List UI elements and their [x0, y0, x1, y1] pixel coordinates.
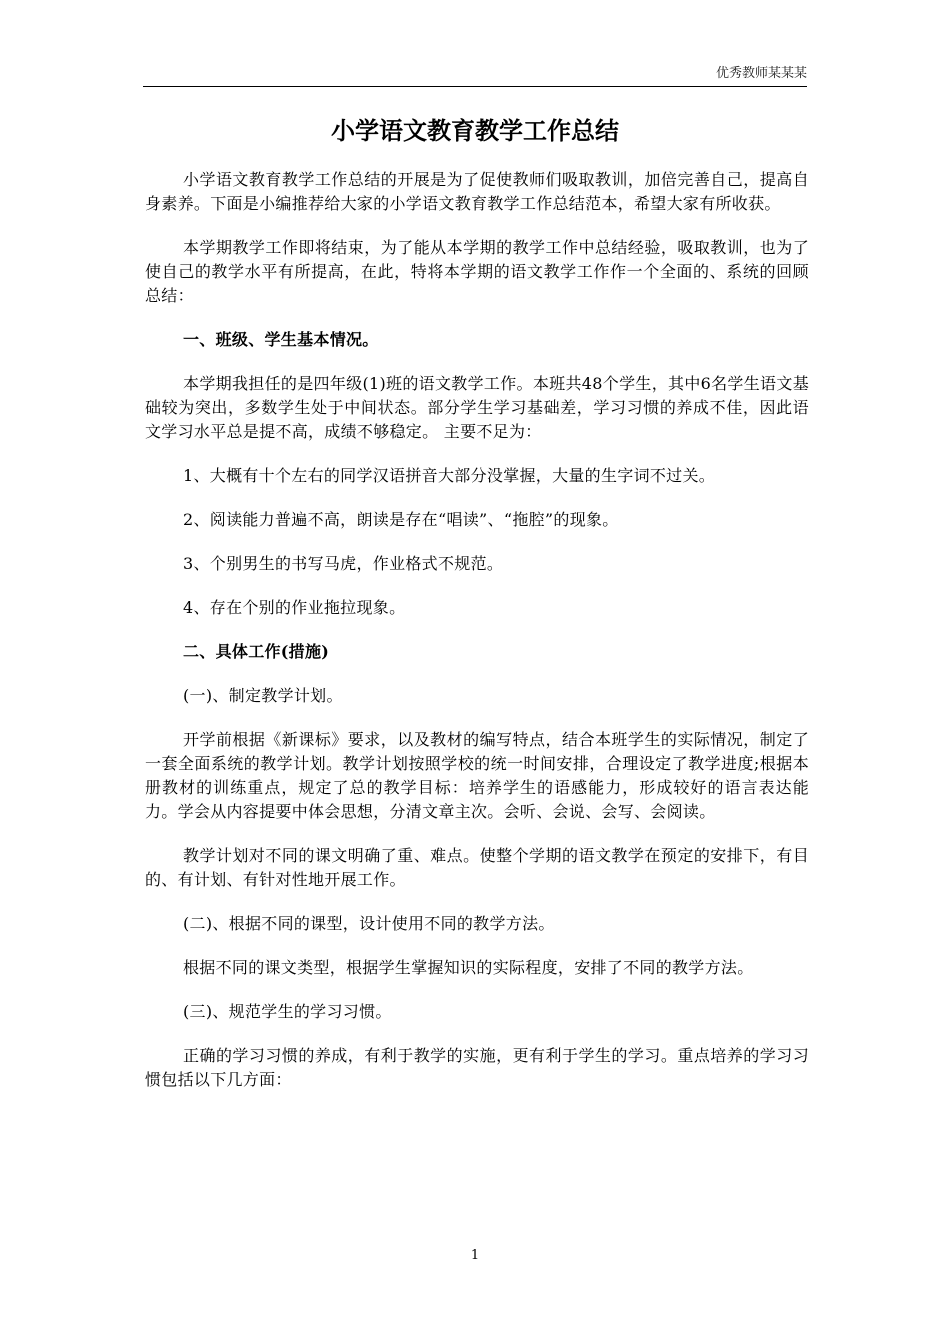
subheading-1: (一)、制定教学计划。 [183, 686, 343, 705]
page-header [143, 66, 807, 87]
header-text: 优秀教师某某某 [715, 66, 807, 81]
section-heading-2: 二、具体工作(措施) [183, 642, 330, 661]
list-item-2: 2、阅读能力普遍不高，朗读是存在“唱读”、“拖腔”的现象。 [183, 510, 619, 529]
paragraph-class-situation: 本学期我担任的是四年级(1)班的语文教学工作。本班共48个学生，其中6名学生语文基础较为突出，多数学生处于中间状态。部分学生学习基础差，学习习惯的养成不佳，因此语文学习水平总是提不高，成绩不够稳定。 主要不足为： [145, 374, 809, 441]
section-heading-1: 一、班级、学生基本情况。 [183, 330, 379, 349]
subheading-3: (三)、规范学生的学习习惯。 [183, 1002, 392, 1021]
paragraph-intro: 小学语文教育教学工作总结的开展是为了促使教师们吸取教训，加倍完善自己，提高自身素养。下面是小编推荐给大家的小学语文教育教学工作总结范本，希望大家有所收获。 [145, 170, 809, 213]
subheading-2: (二)、根据不同的课型，设计使用不同的教学方法。 [183, 914, 555, 933]
page-number: 1 [470, 1248, 480, 1263]
document-title: 小学语文教育教学工作总结 [331, 116, 619, 145]
list-item-1: 1、大概有十个左右的同学汉语拼音大部分没掌握，大量的生字词不过关。 [183, 466, 716, 485]
paragraph-habits: 正确的学习习惯的养成，有利于教学的实施，更有利于学生的学习。重点培养的学习习惯包括以下几方面： [145, 1046, 809, 1089]
paragraph-plan: 开学前根据《新课标》要求，以及教材的编写特点，结合本班学生的实际情况，制定了一套全面系统的教学计划。教学计划按照学校的统一时间安排，合理设定了教学进度;根据本册教材的训练重点，规定了总的教学目标：培养学生的语感能力，形成较好的语言表达能力。学会从内容提要中体会思想，分清文章主次。会听、会说、会写、会阅读。 [145, 730, 809, 821]
document-body [145, 168, 809, 1112]
paragraph-methods: 根据不同的课文类型，根据学生掌握知识的实际程度，安排了不同的教学方法。 [183, 958, 754, 977]
list-item-4: 4、存在个别的作业拖拉现象。 [183, 598, 406, 617]
paragraph-overview: 本学期教学工作即将结束，为了能从本学期的教学工作中总结经验，吸取教训，也为了使自己的教学水平有所提高，在此，特将本学期的语文教学工作作一个全面的、系统的回顾总结： [145, 238, 809, 305]
list-item-3: 3、个别男生的书写马虎，作业格式不规范。 [183, 554, 504, 573]
paragraph-plan-focus: 教学计划对不同的课文明确了重、难点。使整个学期的语文教学在预定的安排下，有目的、有计划、有针对性地开展工作。 [145, 846, 809, 889]
